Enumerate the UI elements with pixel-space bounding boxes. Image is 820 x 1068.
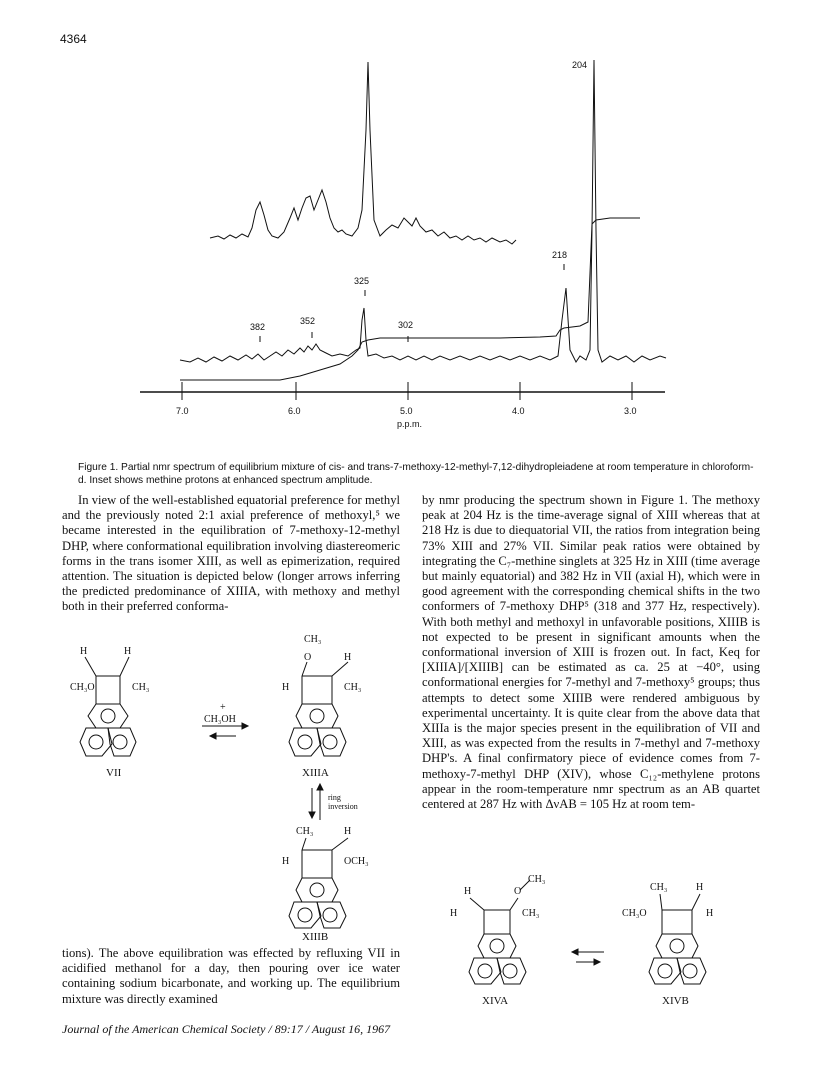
equilibrium-arrows-1 (202, 702, 248, 739)
svg-text:H: H (696, 882, 704, 893)
axis-tick-5: 5.0 (400, 406, 413, 416)
axis-tick-7: 7.0 (176, 406, 189, 416)
axis-tick-6: 6.0 (288, 406, 301, 416)
structure-XIIIA (282, 634, 361, 779)
svg-text:H: H (282, 856, 290, 867)
svg-text:inversion: inversion (328, 802, 358, 811)
svg-text:CH₃: CH₃ (132, 682, 150, 693)
equilibrium-arrows-2 (572, 949, 604, 965)
svg-text:CH₃: CH₃ (344, 682, 362, 693)
structures-scheme (62, 632, 402, 942)
svg-text:CH₃O: CH₃O (622, 908, 647, 919)
structure-XIVB (622, 882, 713, 1007)
structure-VII (70, 646, 149, 779)
left-column-para1 (62, 493, 400, 615)
peak-label-204: 204 (572, 60, 588, 70)
axis-tick-3: 3.0 (624, 406, 637, 416)
svg-text:O: O (514, 886, 522, 897)
svg-text:H: H (706, 908, 714, 919)
structure-XIIIB (282, 826, 369, 942)
left-para2-text: tions). The above equilibration was effected by refluxing VII in acidified methanol for a day, then pouring over ice water containing sodium bicarbonate, and working up. The equilibrium mixture was directly examined (62, 946, 400, 1006)
svg-text:CH₃: CH₃ (304, 634, 322, 645)
structure-XIVA (450, 874, 545, 1007)
right-para1-text: by nmr producing the spectrum shown in Figure 1. The methoxy peak at 204 Hz is the time-average signal of XIII whereas that at 218 Hz is due to diequatorial VII, the ratios from integration being 73% XIII and 27% VII. Similar peak ratios were obtained by integrating the C₇-methine singlets at 325 Hz in XIII (time average but mainly equatorial) and 382 Hz in VII (axial H), which were in good agreement with the corresponding chemical shifts in the two conformers of 7-methoxy DHP⁵ (318 and 377 Hz, respectively). With both methyl and methoxyl in unfavorable positions, XIIIB is not expected to be present in significant amounts when the conformational inversion of XIII is frozen out. In fact, Keq for [XIIIA]/[XIIIB] can be estimated as ca. 25 at −40°, using conformational energies for 7-methyl and 7-methoxy⁵ groups; thus attempts to detect some XIIIB were rendered ambiguous by experimental uncertainty. It is quite clear from the above data that XIIIa is the major species present in the equilibration of VII and XIII, as was expected from the results in 7-methyl and 7-methoxy DHP's. A final confirmatory piece of evidence comes from 7-methoxy-7-methyl DHP (XIV), whose C₁₂-methylene protons appear in the room-temperature nmr spectrum as an AB quartet centered at 287 Hz with ΔνAB = 105 Hz at room tem- (422, 493, 760, 812)
axis-tick-4: 4.0 (512, 406, 525, 416)
svg-text:O: O (304, 652, 312, 663)
svg-text:CH₃OH: CH₃OH (204, 714, 236, 725)
svg-text:CH₃: CH₃ (528, 874, 546, 885)
svg-text:H: H (80, 646, 88, 657)
peak-label-382: 382 (250, 322, 266, 332)
figure-caption: Figure 1. Partial nmr spectrum of equilibrium mixture of cis- and trans-7-methoxy-12-methyl-7,12-dihydropleiadene at room temperature in chloroform-d. Inset shows methine protons at enhanced spectrum amplitude. (78, 462, 754, 486)
peak-label-352: 352 (300, 316, 316, 326)
axis-label: p.p.m. (397, 419, 423, 429)
page-number: 4364 (60, 32, 87, 46)
svg-text:CH₃O: CH₃O (70, 682, 95, 693)
svg-text:+: + (220, 702, 226, 713)
journal-footer: Journal of the American Chemical Society / 89:17 / August 16, 1967 (62, 1022, 391, 1036)
svg-text:H: H (344, 826, 352, 837)
svg-text:H: H (464, 886, 472, 897)
svg-text:H: H (124, 646, 132, 657)
inset-trace (210, 62, 516, 244)
svg-text:CH₃: CH₃ (522, 908, 540, 919)
svg-text:OCH₃: OCH₃ (344, 856, 369, 867)
svg-text:H: H (450, 908, 458, 919)
svg-text:XIVA: XIVA (482, 995, 509, 1007)
main-trace (180, 60, 666, 362)
nmr-spectrum-figure (140, 50, 680, 430)
svg-text:CH₃: CH₃ (296, 826, 314, 837)
svg-text:CH₃: CH₃ (650, 882, 668, 893)
ring-inversion-arrows (309, 784, 358, 820)
left-para1-text: In view of the well-established equatorial preference for methyl and the previously noted 2:1 axial preference of methoxyl,⁵ we became interested in the equilibration of 7-methoxy-12-methyl DHP, where conformational equilibration involving diastereomeric forms in the trans isomer XIII, as well as epimerization, required attention. The situation is depicted below (longer arrows inferring the predicted predominance of XIIIA, with methoxy and methyl both in their preferred conforma- (62, 493, 400, 614)
peak-label-302: 302 (398, 320, 414, 330)
svg-text:H: H (344, 652, 352, 663)
integral-trace (180, 218, 640, 380)
left-column-para2 (62, 946, 400, 1007)
svg-text:XIVB: XIVB (662, 995, 689, 1007)
svg-text:H: H (282, 682, 290, 693)
peak-label-325: 325 (354, 276, 370, 286)
svg-text:VII: VII (106, 767, 122, 779)
right-column (422, 493, 760, 812)
structures-XIV (430, 868, 760, 1018)
svg-text:XIIIB: XIIIB (302, 931, 329, 942)
svg-text:XIIIA: XIIIA (302, 767, 329, 779)
svg-text:ring: ring (328, 793, 341, 802)
peak-label-218: 218 (552, 250, 568, 260)
